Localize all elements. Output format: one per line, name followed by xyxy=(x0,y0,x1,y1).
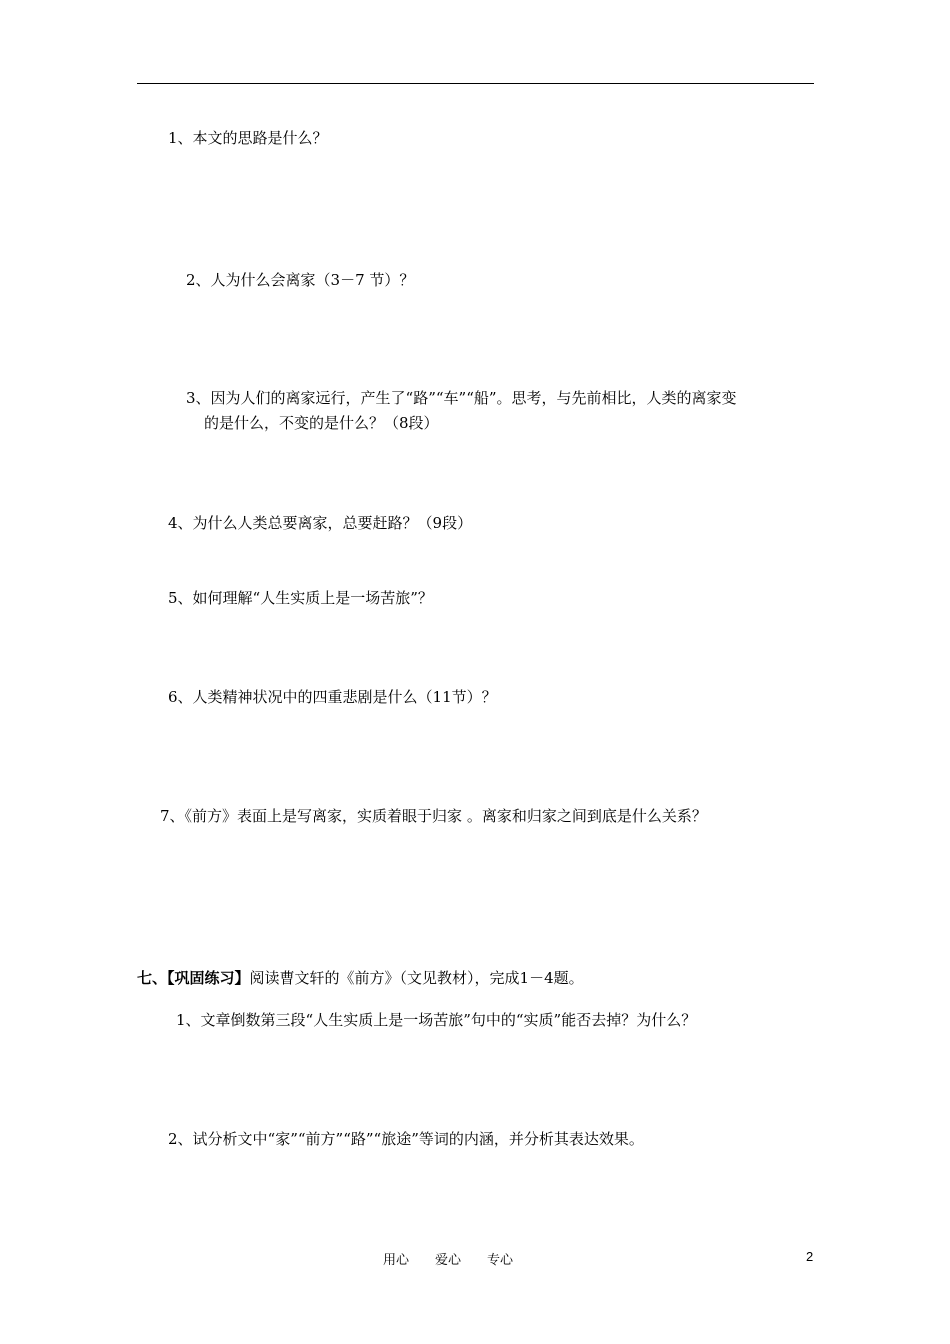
question-3-line-1: 3、因为人们的离家远行，产生了“路”“车”“船”。思考，与先前相比，人类的离家变 xyxy=(186,389,737,407)
section-7-instructions: 阅读曹文轩的《前方》（文见教材），完成1－4题。 xyxy=(249,969,584,987)
section-7-title: 【巩固练习】 xyxy=(167,969,250,987)
header-rule xyxy=(137,83,814,84)
question-2: 2、人为什么会离家（3－7 节）？ xyxy=(186,271,415,289)
section-7-heading xyxy=(137,968,584,988)
question-3-line-2: 的是什么，不变的是什么？（8段） xyxy=(204,414,439,432)
question-4: 4、为什么人类总要离家，总要赶路？（9段） xyxy=(168,514,473,532)
practice-question-2: 2、试分析文中“家”“前方”“路”“旅途”等词的内涵，并分析其表达效果。 xyxy=(168,1130,644,1148)
practice-question-1: 1、文章倒数第三段“人生实质上是一场苦旅”句中的“实质”能否去掉？为什么？ xyxy=(176,1011,697,1029)
section-7-prefix: 七、 xyxy=(137,969,168,987)
question-5: 5、如何理解“人生实质上是一场苦旅”？ xyxy=(168,589,433,607)
footer-motto: 用心 爱心 专心 xyxy=(383,1253,514,1268)
page-number: 2 xyxy=(806,1249,814,1264)
question-1: 1、本文的思路是什么？ xyxy=(168,129,328,147)
question-6: 6、人类精神状况中的四重悲剧是什么（11节）？ xyxy=(168,688,497,706)
question-7: 7、《前方》表面上是写离家，实质着眼于归家 。离家和归家之间到底是什么关系？ xyxy=(160,807,707,825)
